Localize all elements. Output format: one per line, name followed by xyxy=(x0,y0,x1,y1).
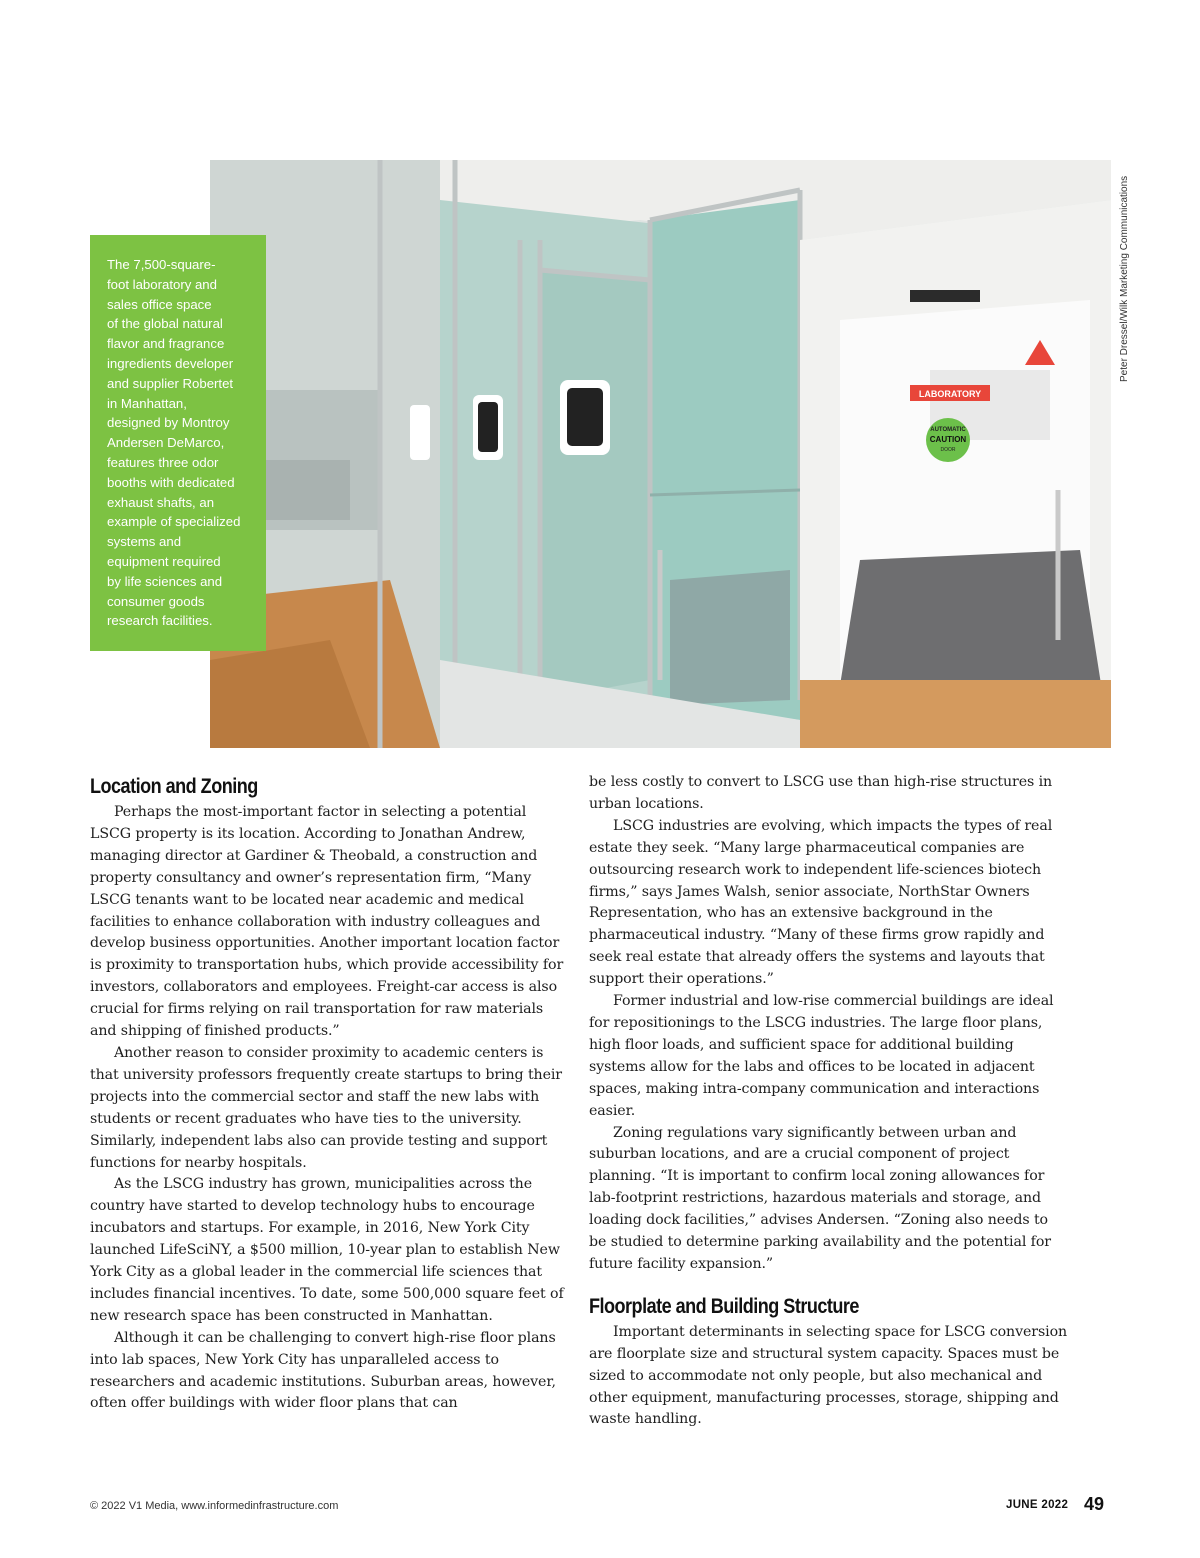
caution-sign-text: CAUTION xyxy=(929,435,967,444)
article-column-right xyxy=(589,772,1069,1431)
caption-line: foot laboratory and xyxy=(107,276,217,292)
body-paragraph-continued: be less costly to convert to LSCG use than high-rise structures in urban locations. xyxy=(589,774,1053,812)
photo-credit: Peter Dressel/Wilk Marketing Communications xyxy=(1119,175,1130,382)
caption-line: Andersen DeMarco, xyxy=(107,435,225,451)
lab-photo-illustration xyxy=(210,160,1111,748)
door-sign-text: DOOR xyxy=(940,447,956,453)
article-column-left xyxy=(90,772,570,1415)
caption-line: features three odor xyxy=(107,454,219,470)
caption-line: by life sciences and xyxy=(107,573,223,589)
caption-line: booths with dedicated xyxy=(107,474,235,490)
caption-line: flavor and fragrance xyxy=(107,336,225,352)
body-paragraph: Former industrial and low-rise commercial buildings are ideal for repositionings to the LSCG industries. The large floor plans, high floor loads, and sufficient space for additional building systems allow for the labs and offices to be located in adjacent spaces, making intra-company communication and interactions easier. xyxy=(589,993,1054,1119)
footer-copyright: © 2022 V1 Media, www.informedinfrastructure.com xyxy=(90,1500,339,1512)
caption-line: sales office space xyxy=(107,296,212,312)
caption-line: ingredients developer xyxy=(107,355,234,371)
body-paragraph: Another reason to consider proximity to academic centers is that university professors frequently create startups to bring their projects into the commercial sector and staff the new labs with students or recent graduates who have ties to the university. Similarly, independent labs also can provide testing and support functions for nearby hospitals. xyxy=(90,1044,562,1171)
footer-issue-date: JUNE 2022 xyxy=(1006,1499,1069,1511)
caption-line: equipment required xyxy=(107,553,221,569)
caption-line: consumer goods xyxy=(107,593,205,609)
body-paragraph: Important determinants in selecting space for LSCG conversion are floorplate size and structural system capacity. Spaces must be sized to accommodate not only people, but also mechanical and other equipment, manufacturing processes, storage, shipping and waste handling. xyxy=(589,1323,1068,1428)
laboratory-sign-text: LABORATORY xyxy=(918,389,982,399)
section-heading-floorplate: Floorplate and Building Structure xyxy=(589,1294,859,1318)
caption-line: systems and xyxy=(107,534,182,550)
photo-caption xyxy=(90,235,266,651)
caption-line: exhaust shafts, an xyxy=(107,494,215,510)
caption-line: and supplier Robertet xyxy=(107,375,234,391)
body-paragraph: LSCG industries are evolving, which impacts the types of real estate they seek. “Many large pharmaceutical companies are outsourcing research work to independent life-sciences biotech firms,” says James Walsh, senior associate, NorthStar Owners Representation, who has an extensive background in the pharmaceutical industry. “Many of these firms grow rapidly and seek real estate that already offers the systems and layouts that support their operations.” xyxy=(589,817,1053,988)
caption-line: research facilities. xyxy=(107,613,213,629)
lab-photo xyxy=(210,160,1111,748)
caption-line: example of specialized xyxy=(107,514,241,530)
caption-line: designed by Montroy xyxy=(107,415,230,431)
page-number: 49 xyxy=(1084,1494,1105,1514)
caption-line: in Manhattan, xyxy=(107,395,187,411)
body-paragraph: Zoning regulations vary significantly between urban and suburban locations, and are a crucial component of project planning. “It is important to confirm local zoning allowances for lab-footprint restrictions, hazardous materials and storage, and loading dock facilities,” advises Andersen. “Zoning also needs to be studied to determine parking availability and the potential for future facility expansion.” xyxy=(589,1124,1051,1272)
body-paragraph: Although it can be challenging to convert high-rise floor plans into lab spaces, New York City has unparalleled access to researchers and academic institutions. Suburban areas, however, often offer buildings with wider floor plans that can xyxy=(90,1329,556,1412)
section-heading-location: Location and Zoning xyxy=(90,775,258,798)
body-paragraph: As the LSCG industry has grown, municipalities across the country have started to develop technology hubs to encourage incubators and startups. For example, in 2016, New York City launched LifeSciNY, a $500 million, 10-year plan to establish New York City as a global leader in the commercial life sciences that includes financial incentives. To date, some 500,000 square feet of new research space has been constructed in Manhattan. xyxy=(90,1176,564,1324)
automatic-sign-text: AUTOMATIC xyxy=(930,427,966,433)
body-paragraph: Perhaps the most-important factor in selecting a potential LSCG property is its location. According to Jonathan Andrew, managing director at Gardiner & Theobald, a construction and property consultancy and owner’s representation firm, “Many LSCG tenants want to be located near academic and medical facilities to enhance collaboration with industry colleagues and develop business opportunities. Another important location factor is proximity to transportation hubs, which provide accessibility for investors, collaborators and employees. Freight-car access is also crucial for firms relying on rail transportation for raw materials and shipping of finished products.” xyxy=(90,804,564,1040)
caption-line: of the global natural xyxy=(107,316,223,332)
caption-line: The 7,500-square- xyxy=(107,257,216,272)
